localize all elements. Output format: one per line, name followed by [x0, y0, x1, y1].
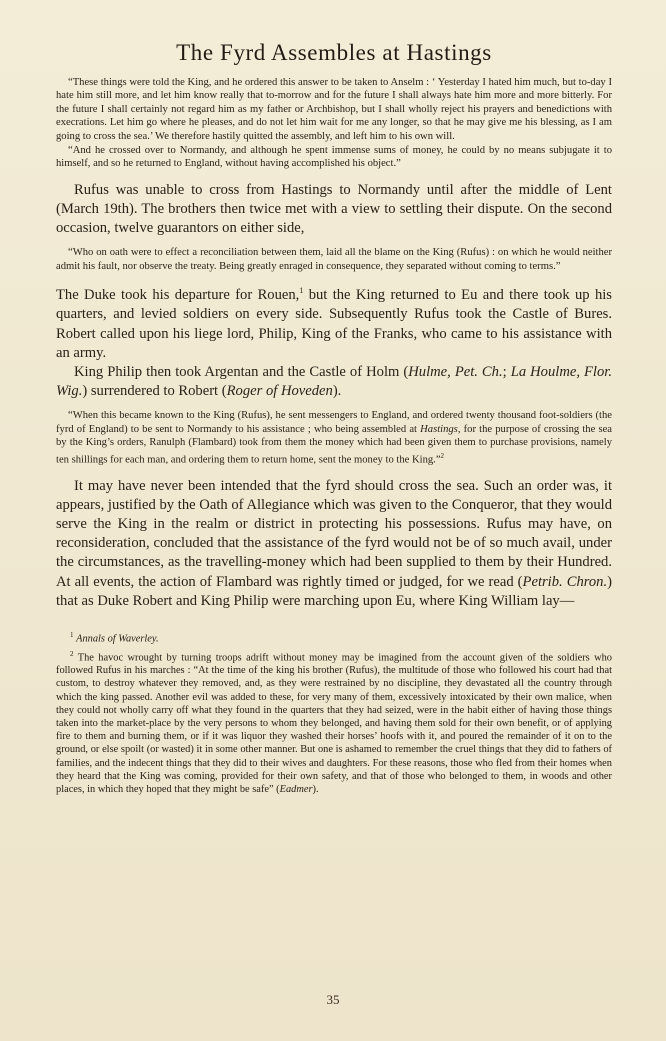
paragraph-king-philip [56, 363, 612, 401]
place-name: Hastings [420, 423, 458, 435]
page-title: The Fyrd Assembles at Hastings [176, 40, 492, 65]
citation: Eadmer [279, 784, 313, 796]
citation: Petrib. Chron. [522, 573, 608, 590]
page-number: 35 [326, 992, 340, 1007]
text-span: ). [332, 383, 342, 400]
text-span: King Philip then took Argentan and the Castle of Holm ( [74, 363, 409, 380]
text-span: , for the purpose of crossing the sea by the King’s orders, Ranulph (Flambard) took from them the money which had been given them to purchase provisions, namely ten shillings for each man, and ordering them to return home, sent the money to the King.” [56, 423, 612, 466]
text-span: ) surrendered to Robert ( [82, 383, 227, 400]
citation: Hulme, Pet. Ch. [408, 363, 503, 380]
footnote-number: 1 [70, 630, 74, 639]
text-span: ; [502, 363, 511, 380]
footnote-ref-1: 1 [299, 286, 304, 296]
footnotes [56, 629, 612, 796]
quote-anselm: “These things were told the King, and he ordered this answer to be taken to Anselm : ‘ Yesterday I hated him much, but to-day I hate him still more, and let him know really that to-morrow and for the future I shall always hate him more and more bitterly. For the future I shall certainly not regard him as my father or Archbishop, but I shall wholly reject his prayers and benedictions with execrations. Let him go where he pleases, and do not let him wait for me any longer, so that he may give me his blessing, as I am going to cross the sea.’ We therefore hastily quitted the assembly, and left him to his own will. [56, 77, 612, 142]
citation: Roger of Hoveden [226, 383, 333, 400]
footnote-2 [56, 648, 612, 797]
text-span: “When this became known to the King (Rufus), he sent messengers to England, and ordered twenty thousand foot-soldiers (the fyrd of England) to be sent to Normandy to his assistance ; who being assembled at [56, 410, 612, 435]
text-span: It may have never been intended that the fyrd should cross the sea. Such an order was, it appears, justified by the Oath of Allegiance which was given to the Conqueror, that they would serve the King in the realm or district in protecting his possessions. Rufus may have, on reconsideration, concluded that the assistance of the fyrd would not be of so much avail, under the circumstances, as the travelling-money which had been supplied to them by their Hundred. At all events, the action of Flambard was rightly timed or judged, for we read ( [56, 477, 612, 590]
paragraph-fyrd-order [56, 477, 612, 611]
footnote-text: Annals of Waverley. [76, 633, 159, 645]
paragraph-rufus-hastings: Rufus was unable to cross from Hastings to Normandy until after the middle of Lent (March 19th). The brothers then twice met with a view to settling their dispute. On the second occasion, twelve guarantors on either side, [56, 181, 612, 237]
footnote-text: The havoc wrought by turning troops adrift without money may be imagined from the account given of the soldiers who followed Rufus in his marches : “At the time of the king his brother (Rufus), the multitude of those who followed his court had that custom, to destroy whatever they removed, and, as they were restrained by no discipline, they devastated all the country through which the king passed. Another evil was added to these, for very many of them, excessively intoxicated by their own malice, when they could not wholly carry off what they found in the quarters that they had seized, were in the habit either of having those things taken into the market-place by the very persons to whom they belonged, and having them sold for their own benefit, or of applying fire to them and burning them, or if it was liquor they washed their horses’ hoofs with it, and poured the remainder of it on to the ground, or else spoilt (or wasted) it in some other manner. But one is ashamed to remember the cruel things that they did to fathers of families, and the indecent things that they did to their wives and daughters. For these reasons, those who fled from their homes when they heard that the King was coming, provided for their own safety, and that of those who belonged to them, in woods and other places, in which they hoped that they might be safe” ( [56, 652, 612, 796]
footnote-1 [56, 629, 612, 646]
text-span: but the King returned to Eu and there took up his quarters, and levied soldiers on every side. Subsequently Rufus took the Castle of Bures. Robert called upon his liege lord, Philip, King of the Franks, who came to his assistance with an army. [56, 287, 612, 361]
paragraph-duke-rouen [56, 281, 612, 363]
text-span: ) that as Duke Robert and King Philip were marching upon Eu, where King William lay— [56, 573, 612, 609]
quote-normandy: “And he crossed over to Normandy, and although he spent immense sums of money, he could by no means subjugate it to himself, and so he returned to England, without having accomplished his object.” [56, 145, 612, 170]
text-span: The Duke took his departure for Rouen, [56, 287, 300, 304]
quote-guarantors: “Who on oath were to effect a reconciliation between them, laid all the blame on the King (Rufus) : on which he would neither admit his fault, nor observe the treaty. Being greatly enraged in consequence, they separated without coming to terms.” [56, 247, 612, 272]
quote-fyrd-hastings [56, 409, 612, 466]
text-span: ). [312, 784, 319, 796]
footnote-ref-2: 2 [440, 451, 445, 460]
footnote-number: 2 [70, 649, 74, 658]
citation: La Houlme, Flor. Wig. [56, 363, 612, 400]
